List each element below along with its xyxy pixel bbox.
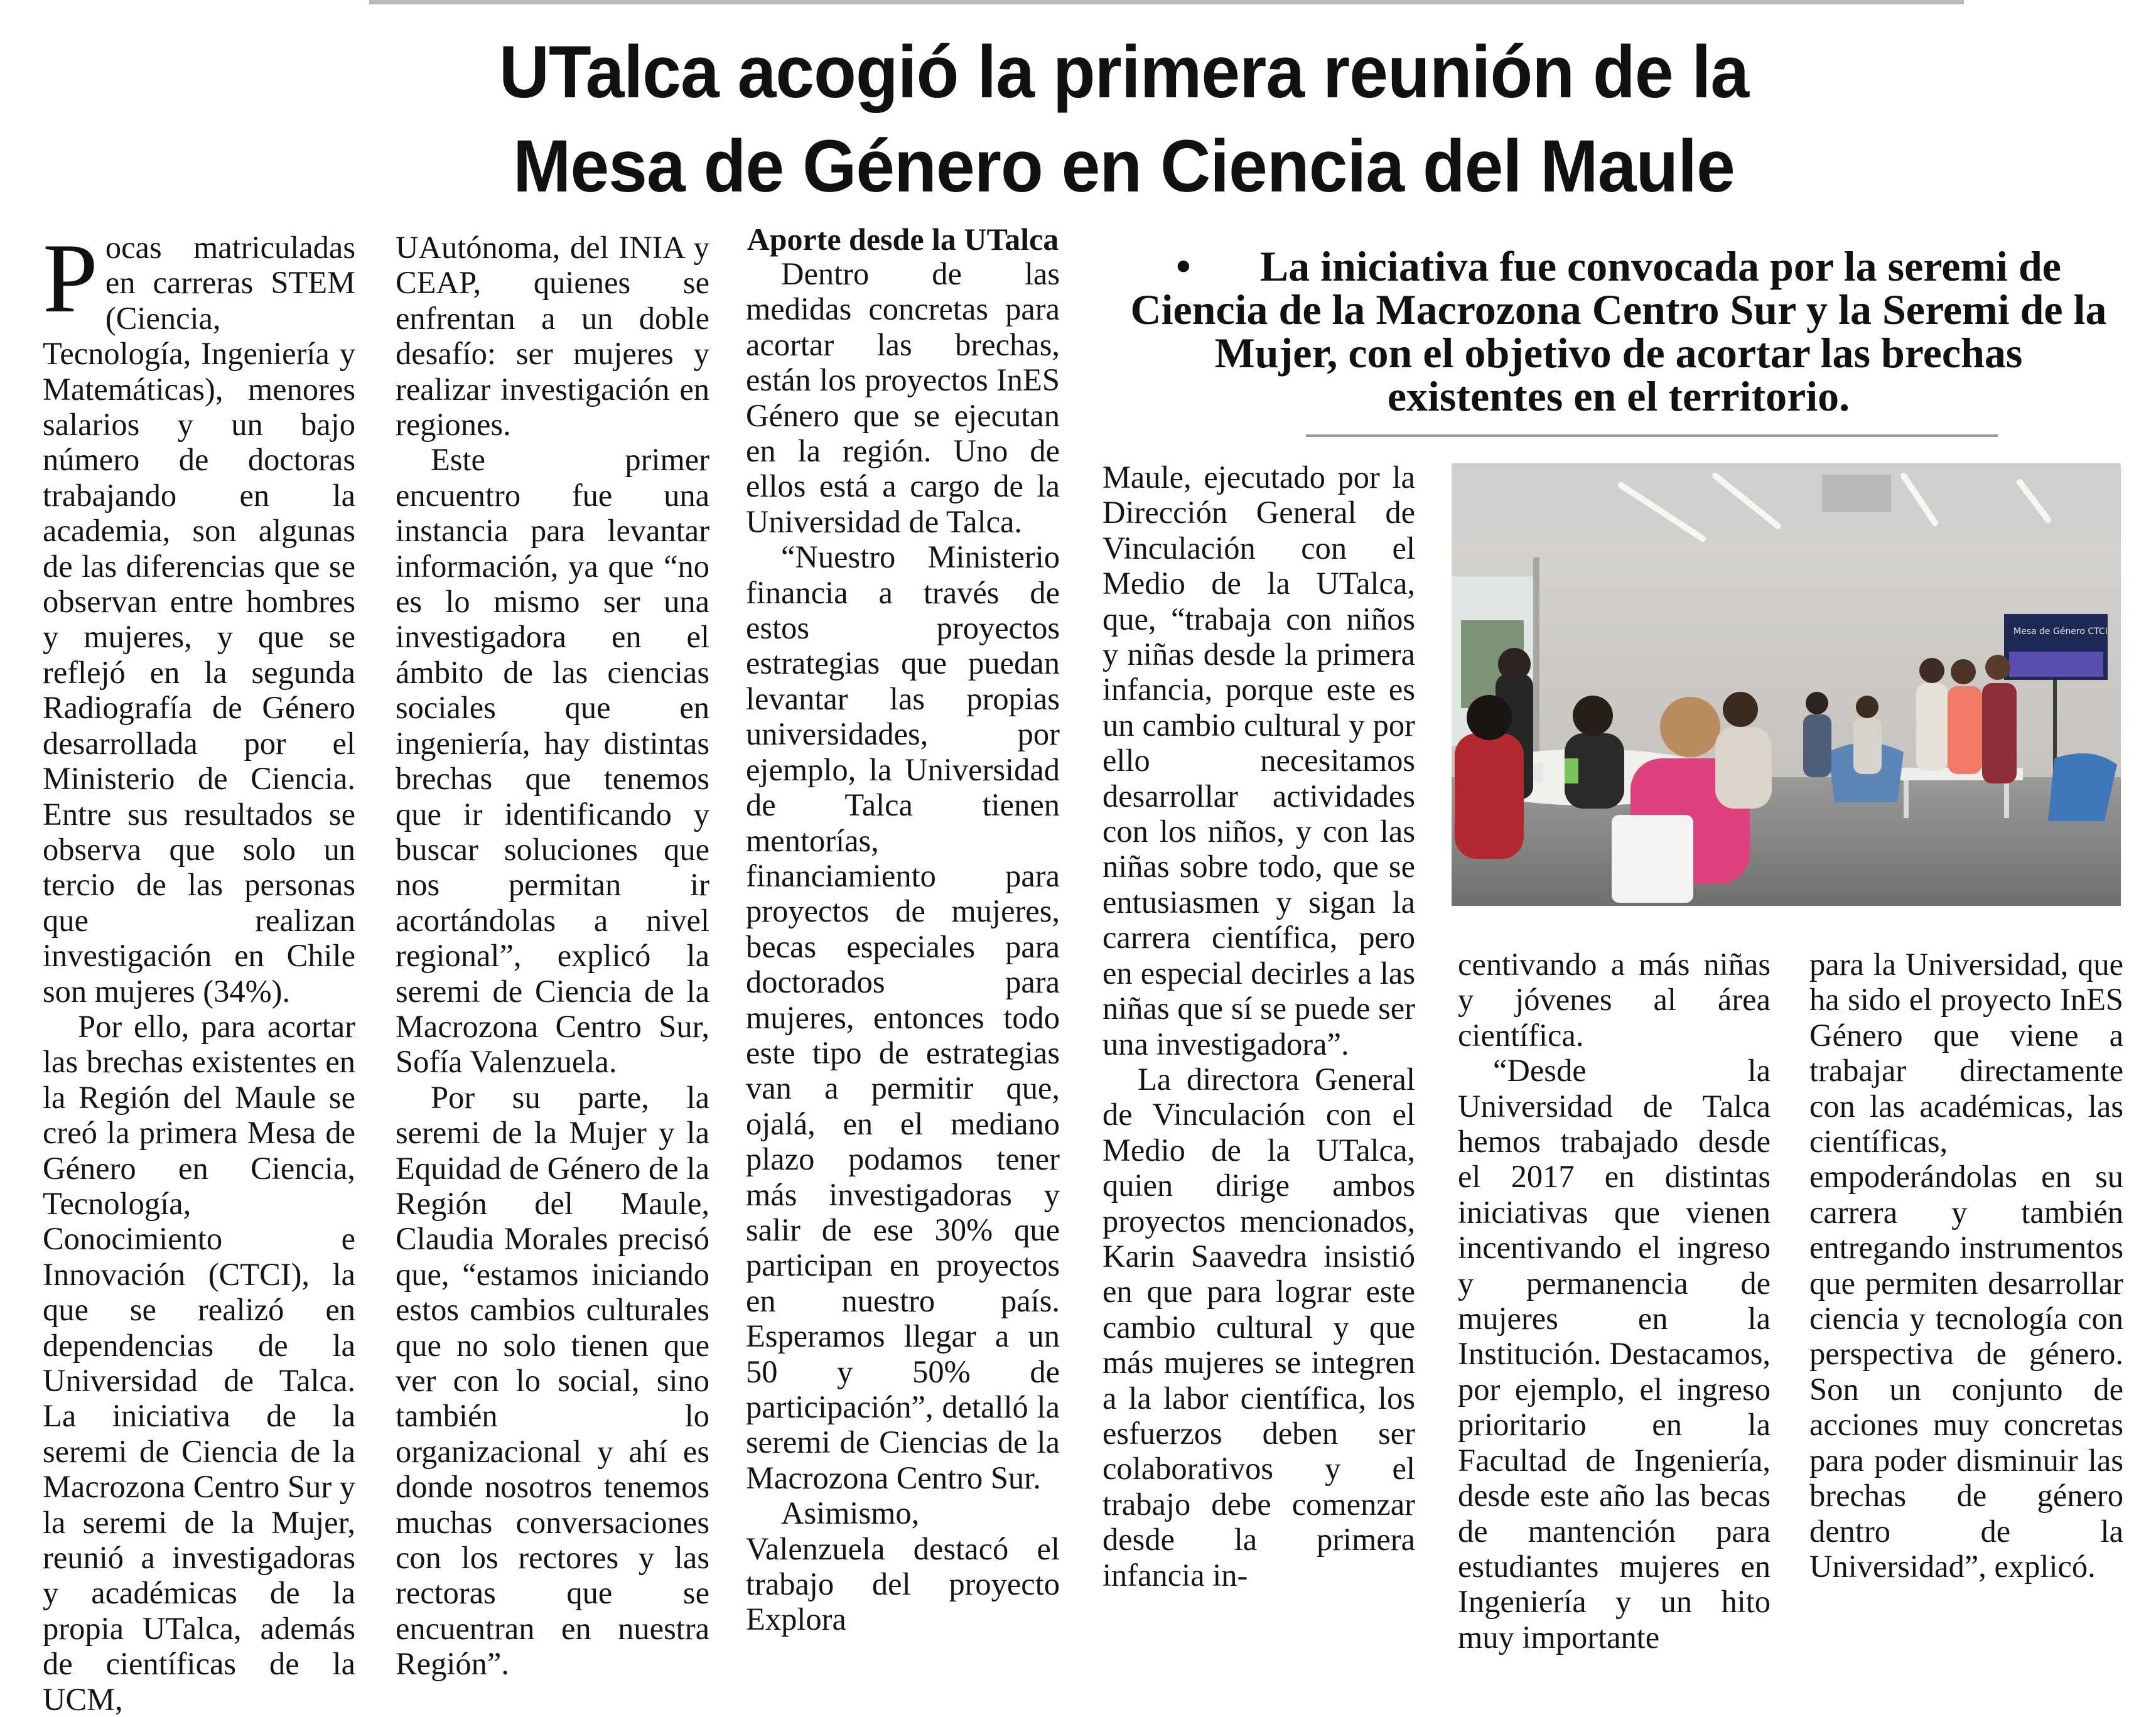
paragraph: Maule, ejecutado por la Dirección General de Vinculación con el Medio de la UTalca, que, “trabaja con niños y niñas desde la primera infancia, porque este es un cambio cultural y por ello necesitamos desarrollar actividades con los niños, y con las niñas sobre todo, que se entusiasmen y sigan la carrera científica, pero en especial decirles a las niñas que sí se puede ser una investigadora”. xyxy=(1102,460,1415,1062)
article-column-3 xyxy=(746,222,1060,1637)
section-subhead: Aporte desde la UTalca xyxy=(747,222,1059,257)
screen-caption: Mesa de Género CTCI xyxy=(2013,627,2108,637)
article-column-6 xyxy=(1809,947,2123,1584)
article-column-1 xyxy=(43,223,355,1717)
deck-divider xyxy=(1306,434,1998,437)
headline-line-2: Mesa de Género en Ciencia del Maule xyxy=(513,125,1735,208)
paragraph: “Desde la Universidad de Talca hemos trabajado desde el 2017 en distintas iniciativas que vienen incentivando el ingreso y permanencia de mujeres en la Institución. Destacamos, por ejemplo, el ingreso prioritario en la Facultad de Ingeniería, desde este año las becas de mantención para estudiantes mujeres en Ingeniería y un hito muy importante xyxy=(1458,1053,1771,1655)
paragraph: Por ello, para acortar las brechas existentes en la Región del Maule se creó la primera Mesa de Género en Ciencia, Tecnología, Conocimiento e Innovación (CTCI), la que se realizó en dependencias de la Universidad de Talca. La iniciativa de la seremi de Ciencia de la Macrozona Centro Sur y la seremi de la Mujer, reunió a investigadoras y académicas de la propia UTalca, además de científicas de la UCM, xyxy=(43,1008,355,1717)
article-column-5 xyxy=(1458,947,1771,1655)
headline xyxy=(244,25,2003,213)
paragraph: “Nuestro Ministerio financia a través de estos proyectos estrategias que puedan levantar las propias universidades, por ejemplo, la Universidad de Talca tienen mentorías, financiamiento para proyectos de mujeres, becas especiales para doctorados para mujeres, entonces todo este tipo de estrategias van a permitir que, ojalá, en el mediano plazo podamos tener más investigadoras y salir de ese 30% que participan en proyectos en nuestro país. Esperamos llegar a un 50 y 50% de participación”, detalló la seremi de Ciencias de la Macrozona Centro Sur. xyxy=(746,539,1060,1495)
paragraph: para la Universidad, que ha sido el proyecto InES Género que viene a trabajar directamente con las académicas, las científicas, empoderándolas en su carrera y también entregando instrumentos que permiten desarrollar ciencia y tecnología con perspectiva de género. Son un conjunto de acciones muy concretas para poder disminuir las brechas de género dentro de la Universidad”, explicó. xyxy=(1809,947,2123,1584)
paragraph: Pocas matriculadas en carreras STEM (Ciencia, Tecnología, Ingeniería y Matemáticas), menores salarios y un bajo número de doctoras trabajando en la academia, son algunas de las diferencias que se observan entre hombres y mujeres, y que se reflejó en la segunda Radiografía de Género desarrollada por el Ministerio de Ciencia. Entre sus resultados se observa que solo un tercio de las personas que realizan investigación en Chile son mujeres (34%). xyxy=(43,223,355,1009)
paragraph: Por su parte, la seremi de la Mujer y la Equidad de Género de la Región del Maule, Claudia Morales precisó que, “estamos iniciando estos cambios culturales que no solo tienen que ver con lo social, sino también lo organizacional y ahí es donde nosotros tenemos muchas conversaciones con los rectores y las rectoras que se encuentran en nuestra Región”. xyxy=(396,1079,709,1682)
paragraph: La directora General de Vinculación con el Medio de la UTalca, quien dirige ambos proyectos mencionados, Karin Saavedra insistió en que para lograr este cambio cultural y que más mujeres se integren a la labor científica, los esfuerzos deben ser colaborativos y el trabajo debe comenzar desde la primera infancia in- xyxy=(1102,1061,1415,1593)
summary-deck xyxy=(1123,242,2115,420)
bullet-icon: • xyxy=(1175,242,1191,290)
meeting-photo-illustration xyxy=(1452,463,2121,906)
top-rule xyxy=(369,0,1964,4)
meeting-photo xyxy=(1452,463,2121,906)
paragraph: UAutónoma, del INIA y CEAP, quienes se enfrentan a un doble desafío: ser mujeres y realizar investigación en regiones. xyxy=(396,230,709,443)
paragraph: Este primer encuentro fue una instancia para levantar información, ya que “no es lo mismo ser una investigadora en el ámbito de las ciencias sociales que en ingeniería, hay distintas brechas que tenemos que ir identificando y buscar soluciones que nos permitan ir acortándolas a nivel regional”, explicó la seremi de Ciencia de la Macrozona Centro Sur, Sofía Valenzuela. xyxy=(396,442,709,1080)
headline-line-1: UTalca acogió la primera reunión de la xyxy=(499,31,1749,114)
article-column-4 xyxy=(1102,460,1415,1593)
drop-cap: P xyxy=(43,223,98,333)
article-column-2 xyxy=(396,230,709,1682)
paragraph: Asimismo, Valenzuela destacó el trabajo del proyecto Explora xyxy=(746,1495,1060,1637)
summary-text: La iniciativa fue convocada por la seremi de Ciencia de la Macrozona Centro Sur y la Seremi de la Mujer, con el objetivo de acortar las brechas existentes en el territorio. xyxy=(1130,242,2107,420)
paragraph: Dentro de las medidas concretas para acortar las brechas, están los proyectos InES Género que se ejecutan en la región. Uno de ellos está a cargo de la Universidad de Talca. xyxy=(746,256,1060,539)
paragraph: centivando a más niñas y jóvenes al área científica. xyxy=(1458,947,1771,1053)
